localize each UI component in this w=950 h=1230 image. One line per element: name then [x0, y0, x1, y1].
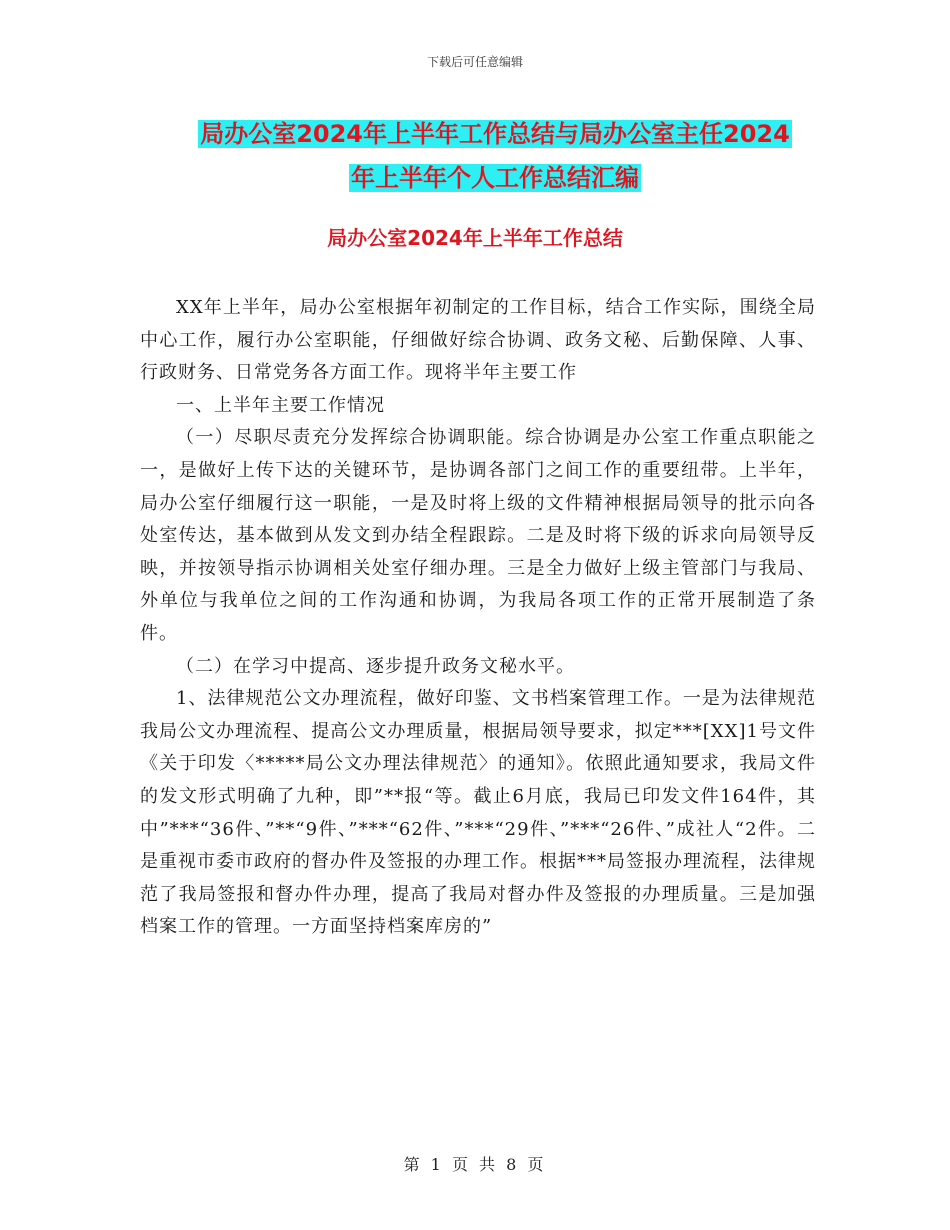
paragraph: （一）尽职尽责充分发挥综合协调职能。综合协调是办公室工作重点职能之一，是做好上传下达的关键环节，是协调各部门之间工作的重要纽带。上半年，局办公室仔细履行这一职能，一是及时将上级的文件精神根据局领导的批示向各处室传达，基本做到从发文到办结全程跟踪。二是及时将下级的诉求向局领导反映，并按领导指示协调相关处室仔细办理。三是全力做好上级主管部门与我局、外单位与我单位之间的工作沟通和协调，为我局各项工作的正常开展制造了条件。	[140, 427, 816, 644]
page-header: 下载后可任意编辑	[426, 55, 523, 69]
title-line-2: 年上半年个人工作总结汇编	[351, 164, 639, 192]
section-title: 局办公室2024年上半年工作总结	[327, 226, 623, 250]
document-body	[140, 292, 816, 944]
paragraph: 1、法律规范公文办理流程，做好印鉴、文书档案管理工作。一是为法律规范我局公文办理流程、提高公文办理质量，根据局领导要求，拟定***[XX]1号文件《关于印发〈*****局公文办理法律规范〉的通知》。依照此通知要求，我局文件的发文形式明确了九种，即”**报“等。截止6月底，我局已印发文件164件，其中”***“36件、”**“9件、”***“62件、”***“29件、”***“26件、”成社人“2件。二是重视市委市政府的督办件及签报的办理工作。根据***局签报办理流程，法律规范了我局签报和督办件办理，提高了我局对督办件及签报的办理质量。三是加强档案工作的管理。一方面坚持档案库房的”	[140, 688, 816, 938]
document-title	[140, 112, 850, 200]
paragraph: （二）在学习中提高、逐步提升政务文秘水平。	[176, 655, 575, 677]
page-footer: 第 1 页 共 8 页	[403, 1155, 547, 1174]
paragraph: XX年上半年，局办公室根据年初制定的工作目标，结合工作实际，围绕全局中心工作，履行办公室职能，仔细做好综合协调、政务文秘、后勤保障、人事、行政财务、日常党务各方面工作。现将半年主要工作	[140, 297, 816, 384]
title-line-1: 局办公室2024年上半年工作总结与局办公室主任2024	[200, 120, 790, 148]
paragraph: 一、上半年主要工作情况	[176, 394, 385, 416]
